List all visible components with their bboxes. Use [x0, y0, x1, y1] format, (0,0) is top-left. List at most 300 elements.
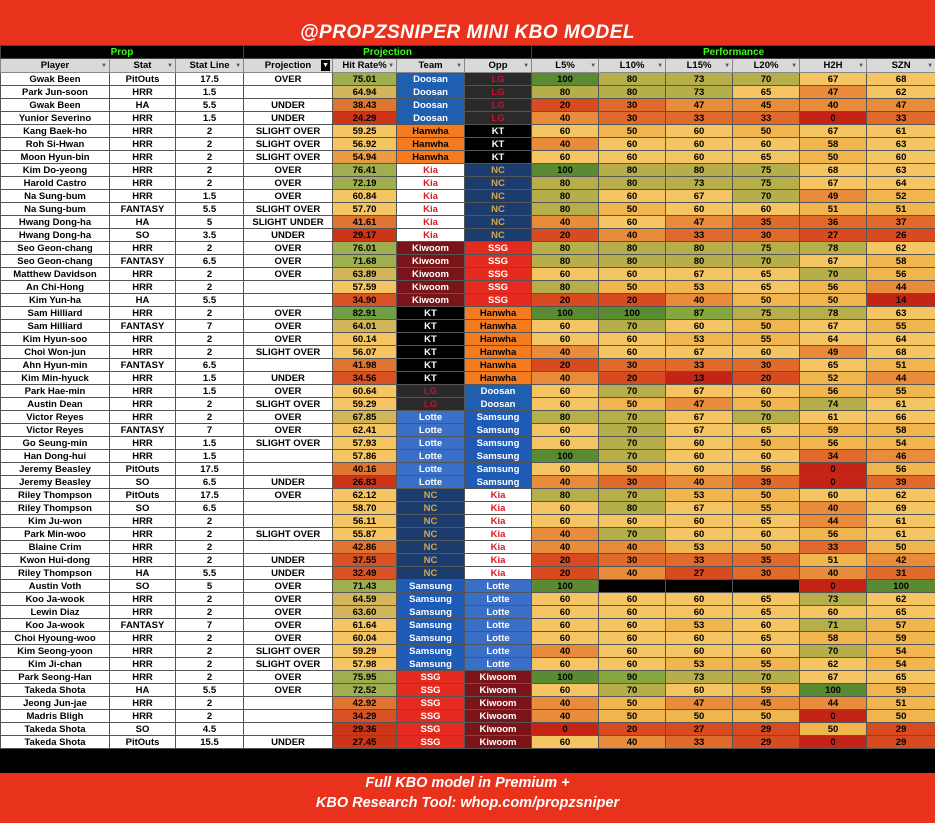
projection-cell: OVER — [244, 580, 333, 593]
l15-cell: 60 — [666, 203, 733, 216]
l15-cell: 47 — [666, 697, 733, 710]
l5-cell: 60 — [532, 736, 599, 749]
stat-line-cell: 1.5 — [176, 450, 244, 463]
table-row — [1, 307, 935, 320]
dropdown-filter-icon[interactable]: ▼ — [590, 63, 597, 69]
opp-cell: LG — [465, 86, 532, 99]
opp-cell: Samsung — [465, 424, 532, 437]
projection-cell — [244, 463, 333, 476]
szn-cell: 65 — [867, 671, 935, 684]
l20-cell: 29 — [733, 736, 800, 749]
projection-cell: OVER — [244, 242, 333, 255]
stat-line-cell: 2 — [176, 515, 244, 528]
l20-cell: 70 — [733, 73, 800, 86]
l10-cell: 80 — [599, 177, 666, 190]
stat-cell: PitOuts — [110, 73, 176, 86]
l5-cell: 80 — [532, 411, 599, 424]
h2h-cell: 67 — [800, 73, 867, 86]
hit-rate-cell: 59.25 — [333, 125, 397, 138]
column-header-projection[interactable] — [244, 59, 333, 73]
hit-rate-cell: 64.59 — [333, 593, 397, 606]
projection-cell — [244, 541, 333, 554]
szn-cell: 60 — [867, 151, 935, 164]
szn-cell: 33 — [867, 112, 935, 125]
column-header-l15[interactable] — [666, 59, 733, 73]
szn-cell: 54 — [867, 645, 935, 658]
hit-rate-cell: 41.98 — [333, 359, 397, 372]
h2h-cell: 40 — [800, 502, 867, 515]
h2h-cell: 78 — [800, 307, 867, 320]
l20-cell: 59 — [733, 684, 800, 697]
stat-cell: HRR — [110, 632, 176, 645]
group-performance: Performance — [532, 46, 935, 59]
l10-cell: 60 — [599, 515, 666, 528]
stat-line-cell: 2 — [176, 593, 244, 606]
stat-line-cell: 1.5 — [176, 372, 244, 385]
szn-cell: 69 — [867, 502, 935, 515]
stat-cell: SO — [110, 229, 176, 242]
l20-cell: 50 — [733, 489, 800, 502]
team-cell: Kia — [397, 203, 465, 216]
projection-cell: SLIGHT OVER — [244, 528, 333, 541]
stat-line-cell: 6.5 — [176, 476, 244, 489]
dropdown-filter-icon[interactable]: ▼ — [388, 63, 395, 69]
column-header-hit-rate[interactable] — [333, 59, 397, 73]
projection-cell — [244, 697, 333, 710]
h2h-cell: 65 — [800, 359, 867, 372]
stat-cell: HRR — [110, 177, 176, 190]
stat-cell: FANTASY — [110, 203, 176, 216]
footer — [0, 773, 935, 813]
player-cell: An Chi-Hong — [1, 281, 110, 294]
l15-cell: 73 — [666, 671, 733, 684]
stat-cell: HRR — [110, 671, 176, 684]
team-cell: Samsung — [397, 619, 465, 632]
group-projection: Projection — [244, 46, 532, 59]
l20-cell: 55 — [733, 333, 800, 346]
l20-cell: 29 — [733, 723, 800, 736]
projection-cell: UNDER — [244, 567, 333, 580]
l15-cell: 53 — [666, 619, 733, 632]
l5-cell: 40 — [532, 528, 599, 541]
column-header-l5[interactable] — [532, 59, 599, 73]
stat-line-cell: 5.5 — [176, 567, 244, 580]
table-row — [1, 216, 935, 229]
table-row — [1, 385, 935, 398]
szn-cell: 29 — [867, 736, 935, 749]
column-header-row — [1, 59, 935, 73]
h2h-cell: 56 — [800, 437, 867, 450]
hit-rate-cell: 37.55 — [333, 554, 397, 567]
column-header-stat-line[interactable] — [176, 59, 244, 73]
team-cell: Lotte — [397, 411, 465, 424]
szn-cell: 55 — [867, 385, 935, 398]
column-header-szn[interactable] — [867, 59, 935, 73]
opp-cell: Lotte — [465, 658, 532, 671]
l5-cell: 100 — [532, 73, 599, 86]
group-prop: Prop — [1, 46, 244, 59]
team-cell: NC — [397, 554, 465, 567]
l10-cell: 60 — [599, 138, 666, 151]
table-row — [1, 281, 935, 294]
opp-cell: Kia — [465, 554, 532, 567]
hit-rate-cell: 67.85 — [333, 411, 397, 424]
projection-cell: OVER — [244, 671, 333, 684]
l5-cell: 60 — [532, 606, 599, 619]
dropdown-filter-icon[interactable]: ▼ — [657, 63, 664, 69]
opp-cell: Kia — [465, 541, 532, 554]
column-header-label: Opp — [488, 60, 508, 71]
projection-cell: UNDER — [244, 229, 333, 242]
stat-cell: HRR — [110, 268, 176, 281]
h2h-cell: 33 — [800, 541, 867, 554]
l15-cell: 33 — [666, 554, 733, 567]
stat-cell: HRR — [110, 515, 176, 528]
l10-cell: 70 — [599, 437, 666, 450]
szn-cell: 62 — [867, 86, 935, 99]
l20-cell: 60 — [733, 619, 800, 632]
l10-cell: 70 — [599, 450, 666, 463]
projection-cell — [244, 450, 333, 463]
hit-rate-cell: 72.52 — [333, 684, 397, 697]
stat-cell: SO — [110, 502, 176, 515]
l10-cell: 80 — [599, 502, 666, 515]
l20-cell: 65 — [733, 424, 800, 437]
szn-cell: 64 — [867, 177, 935, 190]
l5-cell: 80 — [532, 255, 599, 268]
l5-cell: 60 — [532, 502, 599, 515]
l20-cell: 65 — [733, 281, 800, 294]
stat-line-cell: 2 — [176, 151, 244, 164]
table-row — [1, 112, 935, 125]
stat-cell: HRR — [110, 112, 176, 125]
table-row — [1, 580, 935, 593]
l20-cell: 65 — [733, 632, 800, 645]
table-row — [1, 736, 935, 749]
column-header-player[interactable] — [1, 59, 110, 73]
stat-line-cell: 2 — [176, 710, 244, 723]
player-cell: Riley Thompson — [1, 502, 110, 515]
stat-line-cell: 2 — [176, 606, 244, 619]
l20-cell: 60 — [733, 528, 800, 541]
opp-cell: SSG — [465, 268, 532, 281]
stat-cell: SO — [110, 476, 176, 489]
stat-cell: PitOuts — [110, 489, 176, 502]
szn-cell: 26 — [867, 229, 935, 242]
team-cell: LG — [397, 385, 465, 398]
table-row — [1, 567, 935, 580]
player-cell: Kim Ji-chan — [1, 658, 110, 671]
projection-cell — [244, 294, 333, 307]
stat-line-cell: 5 — [176, 580, 244, 593]
column-header-h2h[interactable] — [800, 59, 867, 73]
l15-cell: 73 — [666, 177, 733, 190]
hit-rate-cell: 55.87 — [333, 528, 397, 541]
stat-cell: HRR — [110, 307, 176, 320]
projection-cell — [244, 515, 333, 528]
szn-cell: 62 — [867, 242, 935, 255]
dropdown-filter-icon[interactable]: ▼ — [167, 63, 173, 69]
l10-cell: 70 — [599, 489, 666, 502]
l10-cell: 40 — [599, 736, 666, 749]
szn-cell: 54 — [867, 658, 935, 671]
projection-cell: SLIGHT OVER — [244, 138, 333, 151]
l5-cell: 60 — [532, 515, 599, 528]
column-header-label: L15% — [686, 60, 712, 71]
opp-cell: Doosan — [465, 398, 532, 411]
player-cell: Park Min-woo — [1, 528, 110, 541]
l15-cell: 53 — [666, 658, 733, 671]
dropdown-filter-icon[interactable]: ▼ — [101, 63, 107, 69]
opp-cell: Kiwoom — [465, 671, 532, 684]
stat-cell: HRR — [110, 450, 176, 463]
h2h-cell: 70 — [800, 268, 867, 281]
team-cell: NC — [397, 515, 465, 528]
szn-cell: 58 — [867, 255, 935, 268]
opp-cell: Lotte — [465, 606, 532, 619]
dropdown-filter-icon[interactable]: ▼ — [791, 63, 798, 69]
dropdown-filter-icon[interactable]: ▼ — [927, 63, 934, 69]
l5-cell: 40 — [532, 710, 599, 723]
dropdown-filter-icon[interactable]: ▼ — [235, 63, 242, 69]
opp-cell: Hanwha — [465, 320, 532, 333]
stat-cell: HA — [110, 684, 176, 697]
hit-rate-cell: 59.29 — [333, 398, 397, 411]
hit-rate-cell: 82.91 — [333, 307, 397, 320]
team-cell: Hanwha — [397, 151, 465, 164]
h2h-cell: 52 — [800, 372, 867, 385]
l15-cell: 67 — [666, 411, 733, 424]
dropdown-filter-icon[interactable]: ▼ — [322, 62, 330, 69]
column-header-l20[interactable] — [733, 59, 800, 73]
h2h-cell: 56 — [800, 281, 867, 294]
hit-rate-cell: 61.64 — [333, 619, 397, 632]
column-header-label: Team — [418, 60, 443, 71]
l15-cell: 27 — [666, 567, 733, 580]
opp-cell: Hanwha — [465, 307, 532, 320]
l20-cell: 45 — [733, 697, 800, 710]
stat-cell: HRR — [110, 346, 176, 359]
team-cell: Lotte — [397, 450, 465, 463]
l5-cell: 40 — [532, 346, 599, 359]
team-cell: Kiwoom — [397, 255, 465, 268]
h2h-cell: 61 — [800, 411, 867, 424]
stat-line-cell: 1.5 — [176, 385, 244, 398]
dropdown-filter-icon[interactable]: ▼ — [523, 63, 530, 69]
table-row — [1, 359, 935, 372]
hit-rate-cell: 54.94 — [333, 151, 397, 164]
l10-cell: 20 — [599, 723, 666, 736]
opp-cell: NC — [465, 203, 532, 216]
team-cell: SSG — [397, 723, 465, 736]
szn-cell: 47 — [867, 99, 935, 112]
projection-cell: SLIGHT OVER — [244, 346, 333, 359]
h2h-cell: 0 — [800, 736, 867, 749]
table-row — [1, 632, 935, 645]
stat-cell: HRR — [110, 398, 176, 411]
stat-line-cell: 17.5 — [176, 489, 244, 502]
stat-cell: HRR — [110, 658, 176, 671]
model-table — [0, 45, 935, 749]
h2h-cell: 58 — [800, 138, 867, 151]
l10-cell: 40 — [599, 567, 666, 580]
table-row — [1, 723, 935, 736]
opp-cell: NC — [465, 190, 532, 203]
l5-cell: 40 — [532, 697, 599, 710]
szn-cell: 54 — [867, 437, 935, 450]
stat-cell: HRR — [110, 281, 176, 294]
projection-cell: SLIGHT OVER — [244, 645, 333, 658]
l20-cell: 60 — [733, 138, 800, 151]
dropdown-filter-icon[interactable]: ▼ — [724, 63, 731, 69]
table-row — [1, 463, 935, 476]
l20-cell: 50 — [733, 125, 800, 138]
l20-cell: 30 — [733, 567, 800, 580]
l15-cell: 67 — [666, 502, 733, 515]
l10-cell: 60 — [599, 645, 666, 658]
team-cell: Kiwoom — [397, 268, 465, 281]
l5-cell: 100 — [532, 164, 599, 177]
szn-cell: 50 — [867, 710, 935, 723]
hit-rate-cell: 72.19 — [333, 177, 397, 190]
szn-cell: 68 — [867, 346, 935, 359]
player-cell: Seo Geon-chang — [1, 255, 110, 268]
h2h-cell: 0 — [800, 580, 867, 593]
projection-cell: SLIGHT OVER — [244, 658, 333, 671]
l15-cell: 60 — [666, 593, 733, 606]
opp-cell: Kiwoom — [465, 684, 532, 697]
h2h-cell: 40 — [800, 99, 867, 112]
stat-line-cell: 3.5 — [176, 229, 244, 242]
l5-cell: 60 — [532, 424, 599, 437]
player-cell: Jeremy Beasley — [1, 463, 110, 476]
l5-cell: 60 — [532, 684, 599, 697]
l15-cell: 47 — [666, 398, 733, 411]
l15-cell: 53 — [666, 333, 733, 346]
h2h-cell: 73 — [800, 593, 867, 606]
l20-cell: 60 — [733, 450, 800, 463]
l15-cell: 13 — [666, 372, 733, 385]
table-row — [1, 502, 935, 515]
player-cell: Park Hae-min — [1, 385, 110, 398]
l20-cell: 50 — [733, 294, 800, 307]
player-cell: Blaine Crim — [1, 541, 110, 554]
h2h-cell: 51 — [800, 203, 867, 216]
l20-cell: 65 — [733, 515, 800, 528]
l15-cell: 50 — [666, 710, 733, 723]
stat-line-cell: 2 — [176, 177, 244, 190]
l20-cell: 60 — [733, 645, 800, 658]
stat-cell: SO — [110, 580, 176, 593]
team-cell: Lotte — [397, 437, 465, 450]
l15-cell: 33 — [666, 229, 733, 242]
opp-cell: Samsung — [465, 411, 532, 424]
opp-cell: SSG — [465, 294, 532, 307]
dropdown-filter-icon[interactable]: ▼ — [858, 63, 865, 69]
dropdown-filter-icon[interactable]: ▼ — [456, 63, 463, 69]
stat-line-cell: 2 — [176, 554, 244, 567]
table-row — [1, 138, 935, 151]
column-header-opp[interactable] — [465, 59, 532, 73]
column-header-stat[interactable] — [110, 59, 176, 73]
opp-cell: Kiwoom — [465, 723, 532, 736]
h2h-cell: 34 — [800, 450, 867, 463]
hit-rate-cell: 57.93 — [333, 437, 397, 450]
stat-cell: HRR — [110, 190, 176, 203]
opp-cell: Kia — [465, 515, 532, 528]
column-header-label: Projection — [264, 60, 312, 71]
table-row — [1, 320, 935, 333]
opp-cell: Hanwha — [465, 359, 532, 372]
table-body — [1, 46, 935, 749]
column-header-label: L10% — [619, 60, 645, 71]
player-cell: Victor Reyes — [1, 411, 110, 424]
projection-cell — [244, 86, 333, 99]
l10-cell: 60 — [599, 619, 666, 632]
stat-cell: HRR — [110, 606, 176, 619]
opp-cell: Kia — [465, 489, 532, 502]
hit-rate-cell: 34.90 — [333, 294, 397, 307]
l15-cell: 60 — [666, 437, 733, 450]
l15-cell: 33 — [666, 112, 733, 125]
table-row — [1, 125, 935, 138]
column-header-team[interactable] — [397, 59, 465, 73]
l20-cell: 60 — [733, 203, 800, 216]
team-cell: Kiwoom — [397, 294, 465, 307]
projection-cell: OVER — [244, 73, 333, 86]
l5-cell: 60 — [532, 658, 599, 671]
opp-cell: NC — [465, 177, 532, 190]
table-row — [1, 515, 935, 528]
player-cell: Park Jun-soon — [1, 86, 110, 99]
szn-cell: 63 — [867, 164, 935, 177]
column-header-l10[interactable] — [599, 59, 666, 73]
l10-cell: 80 — [599, 73, 666, 86]
hit-rate-cell: 32.49 — [333, 567, 397, 580]
h2h-cell: 40 — [800, 567, 867, 580]
column-header-label: Stat Line — [189, 60, 230, 71]
h2h-cell: 0 — [800, 463, 867, 476]
l15-cell: 80 — [666, 164, 733, 177]
l5-cell: 60 — [532, 463, 599, 476]
opp-cell: SSG — [465, 255, 532, 268]
l20-cell: 50 — [733, 437, 800, 450]
opp-cell: Lotte — [465, 619, 532, 632]
opp-cell: Kia — [465, 502, 532, 515]
l10-cell: 50 — [599, 281, 666, 294]
l20-cell: 50 — [733, 398, 800, 411]
l20-cell: 65 — [733, 86, 800, 99]
h2h-cell: 67 — [800, 125, 867, 138]
l20-cell: 75 — [733, 177, 800, 190]
stat-line-cell: 2 — [176, 307, 244, 320]
l10-cell: 50 — [599, 463, 666, 476]
szn-cell: 61 — [867, 125, 935, 138]
l10-cell: 20 — [599, 294, 666, 307]
l15-cell: 67 — [666, 268, 733, 281]
l5-cell: 40 — [532, 372, 599, 385]
player-cell: Ahn Hyun-min — [1, 359, 110, 372]
l10-cell: 60 — [599, 268, 666, 281]
stat-cell: HRR — [110, 372, 176, 385]
hit-rate-cell: 56.92 — [333, 138, 397, 151]
l10-cell: 50 — [599, 125, 666, 138]
stat-cell: HRR — [110, 645, 176, 658]
projection-cell: OVER — [244, 593, 333, 606]
team-cell: Hanwha — [397, 125, 465, 138]
opp-cell: Samsung — [465, 476, 532, 489]
opp-cell: Lotte — [465, 593, 532, 606]
